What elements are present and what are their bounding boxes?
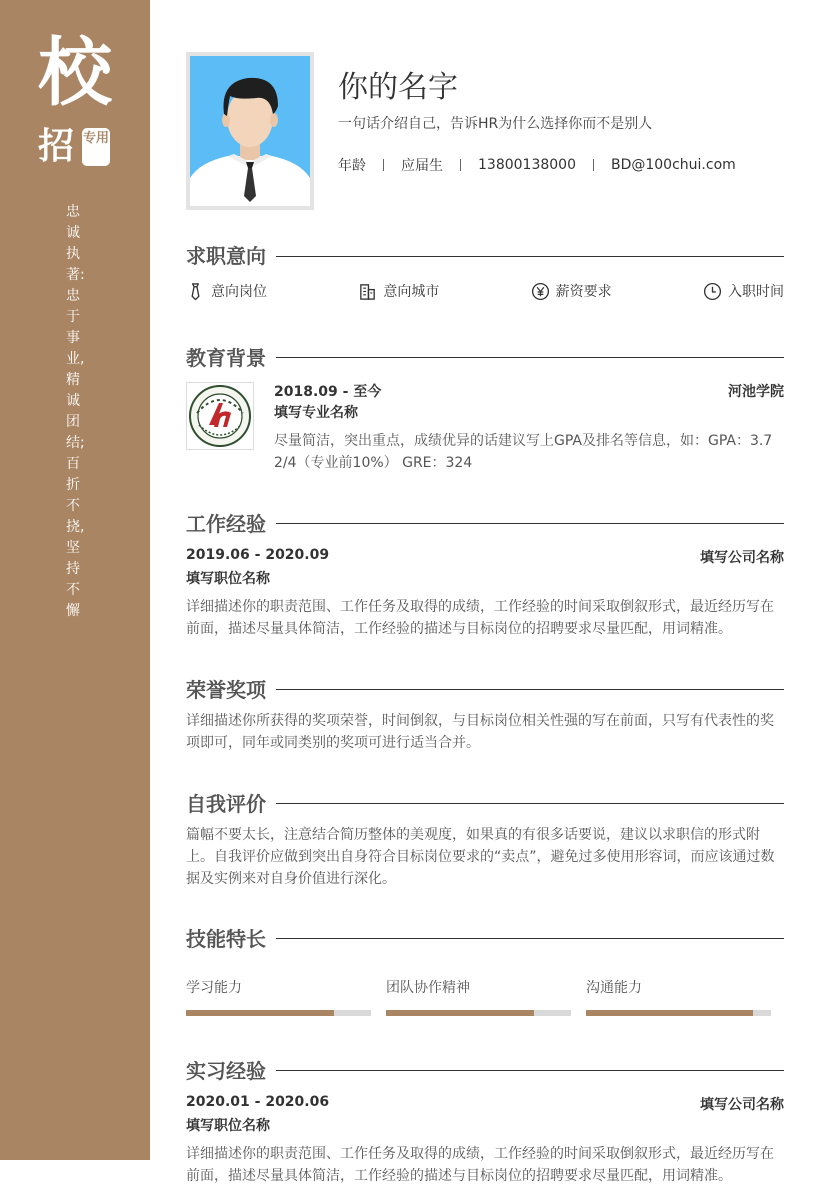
- work-position: 填写职位名称: [186, 571, 270, 587]
- contact-phone: 13800138000: [478, 157, 576, 173]
- intent-salary: [531, 281, 612, 301]
- work-company: 填写公司名称: [700, 550, 784, 566]
- skill-bar: [386, 1010, 571, 1016]
- avatar-illustration: [190, 56, 310, 206]
- intent-start-date: [703, 281, 784, 301]
- contact-info: [338, 155, 736, 175]
- intent-salary-label: 薪资要求: [555, 284, 612, 300]
- internship-company: 填写公司名称: [700, 1097, 784, 1113]
- divider: [460, 159, 461, 171]
- section-divider: [276, 357, 784, 358]
- education-header: [274, 381, 784, 401]
- skill-label: 团队协作精神: [386, 980, 470, 996]
- section-title-work: 工作经验: [186, 512, 266, 536]
- section-divider: [276, 689, 784, 690]
- skill-bar: [186, 1010, 371, 1016]
- skill-bar-fill: [386, 1010, 534, 1016]
- skill-bar: [586, 1010, 771, 1016]
- divider: [593, 159, 594, 171]
- intent-position: [186, 281, 267, 301]
- building-icon: [358, 282, 377, 301]
- candidate-intro: 一句话介绍自己，告诉HR为什么选择你而不是别人: [338, 116, 653, 132]
- skill-bar-fill: [586, 1010, 753, 1016]
- section-title-honors: 荣誉奖项: [186, 678, 266, 702]
- intent-start-date-label: 入职时间: [727, 284, 784, 300]
- section-title-internship: 实习经验: [186, 1059, 266, 1083]
- divider: [383, 159, 384, 171]
- yen-icon: [531, 282, 550, 301]
- section-title-self-eval: 自我评价: [186, 792, 266, 816]
- skill-label: 沟通能力: [586, 980, 642, 996]
- section-title-education: 教育背景: [186, 346, 266, 370]
- work-description: 详细描述你的职责范围、工作任务及取得的成绩，工作经验的时间采取倒叙形式，最近经历写在前面，描述尽量具体简洁，工作经验的描述与目标岗位的招聘要求尽量匹配，用词精准。: [186, 599, 774, 637]
- section-title-intent: 求职意向: [186, 244, 266, 268]
- tie-icon: [186, 282, 205, 301]
- sidebar-badge: 专用: [82, 128, 110, 166]
- intent-city: [358, 281, 439, 301]
- skill-label: 学习能力: [186, 980, 242, 996]
- clock-icon: [703, 282, 722, 301]
- internship-date: 2020.01 - 2020.06: [186, 1094, 330, 1110]
- internship-header: [186, 1094, 784, 1114]
- sidebar-motto: 忠诚执著:忠于事业,精诚团结;百折不挠,坚持不懈: [66, 204, 85, 619]
- section-divider: [276, 938, 784, 939]
- school-logo: [186, 382, 254, 450]
- section-title-skills: 技能特长: [186, 927, 266, 951]
- section-divider: [276, 523, 784, 524]
- contact-email: BD@100chui.com: [610, 157, 736, 173]
- profile-photo: [186, 52, 314, 210]
- work-header: [186, 547, 784, 567]
- education-school: 河池学院: [728, 384, 784, 400]
- section-divider: [276, 803, 784, 804]
- school-emblem-icon: [187, 383, 253, 449]
- education-major: 填写专业名称: [274, 405, 358, 421]
- intent-position-label: 意向岗位: [211, 284, 267, 300]
- contact-age: 年龄: [338, 158, 366, 174]
- skill-item: [186, 977, 371, 1016]
- candidate-name: 你的名字: [338, 70, 458, 105]
- skill-item: [386, 977, 571, 1016]
- skill-item: [586, 977, 771, 1016]
- internship-description: 详细描述你的职责范围、工作任务及取得的成绩，工作经验的时间采取倒叙形式，最近经历写在前面，描述尽量具体简洁，工作经验的描述与目标岗位的招聘要求尽量匹配，用词精准。: [186, 1146, 774, 1184]
- honors-description: 详细描述你所获得的奖项荣誉，时间倒叙，与目标岗位相关性强的写在前面，只写有代表性的奖项即可，同年或同类别的奖项可进行适当合并。: [186, 713, 774, 751]
- section-divider: [276, 256, 784, 257]
- education-description: 尽量简洁，突出重点，成绩优异的话建议写上GPA及排名等信息，如：GPA：3.72/4（专业前10%） GRE：324: [274, 433, 773, 471]
- work-date: 2019.06 - 2020.09: [186, 547, 330, 563]
- sidebar-title-char: 校: [38, 30, 112, 116]
- internship-position: 填写职位名称: [186, 1118, 270, 1134]
- contact-status: 应届生: [401, 158, 443, 174]
- sidebar-subtitle-char: 招: [38, 125, 75, 167]
- education-date: 2018.09 - 至今: [274, 384, 382, 400]
- job-intent-list: [186, 281, 784, 301]
- intent-city-label: 意向城市: [383, 284, 440, 300]
- section-divider: [276, 1070, 784, 1071]
- self-eval-description: 篇幅不要太长，注意结合简历整体的美观度，如果真的有很多话要说，建议以求职信的形式附上。自我评价应做到突出自身符合目标岗位要求的“卖点”，避免过多使用形容词，而应该通过数据及实例来对自身价值进行深化。: [186, 827, 775, 887]
- sidebar: [0, 0, 150, 1160]
- skill-bar-fill: [186, 1010, 334, 1016]
